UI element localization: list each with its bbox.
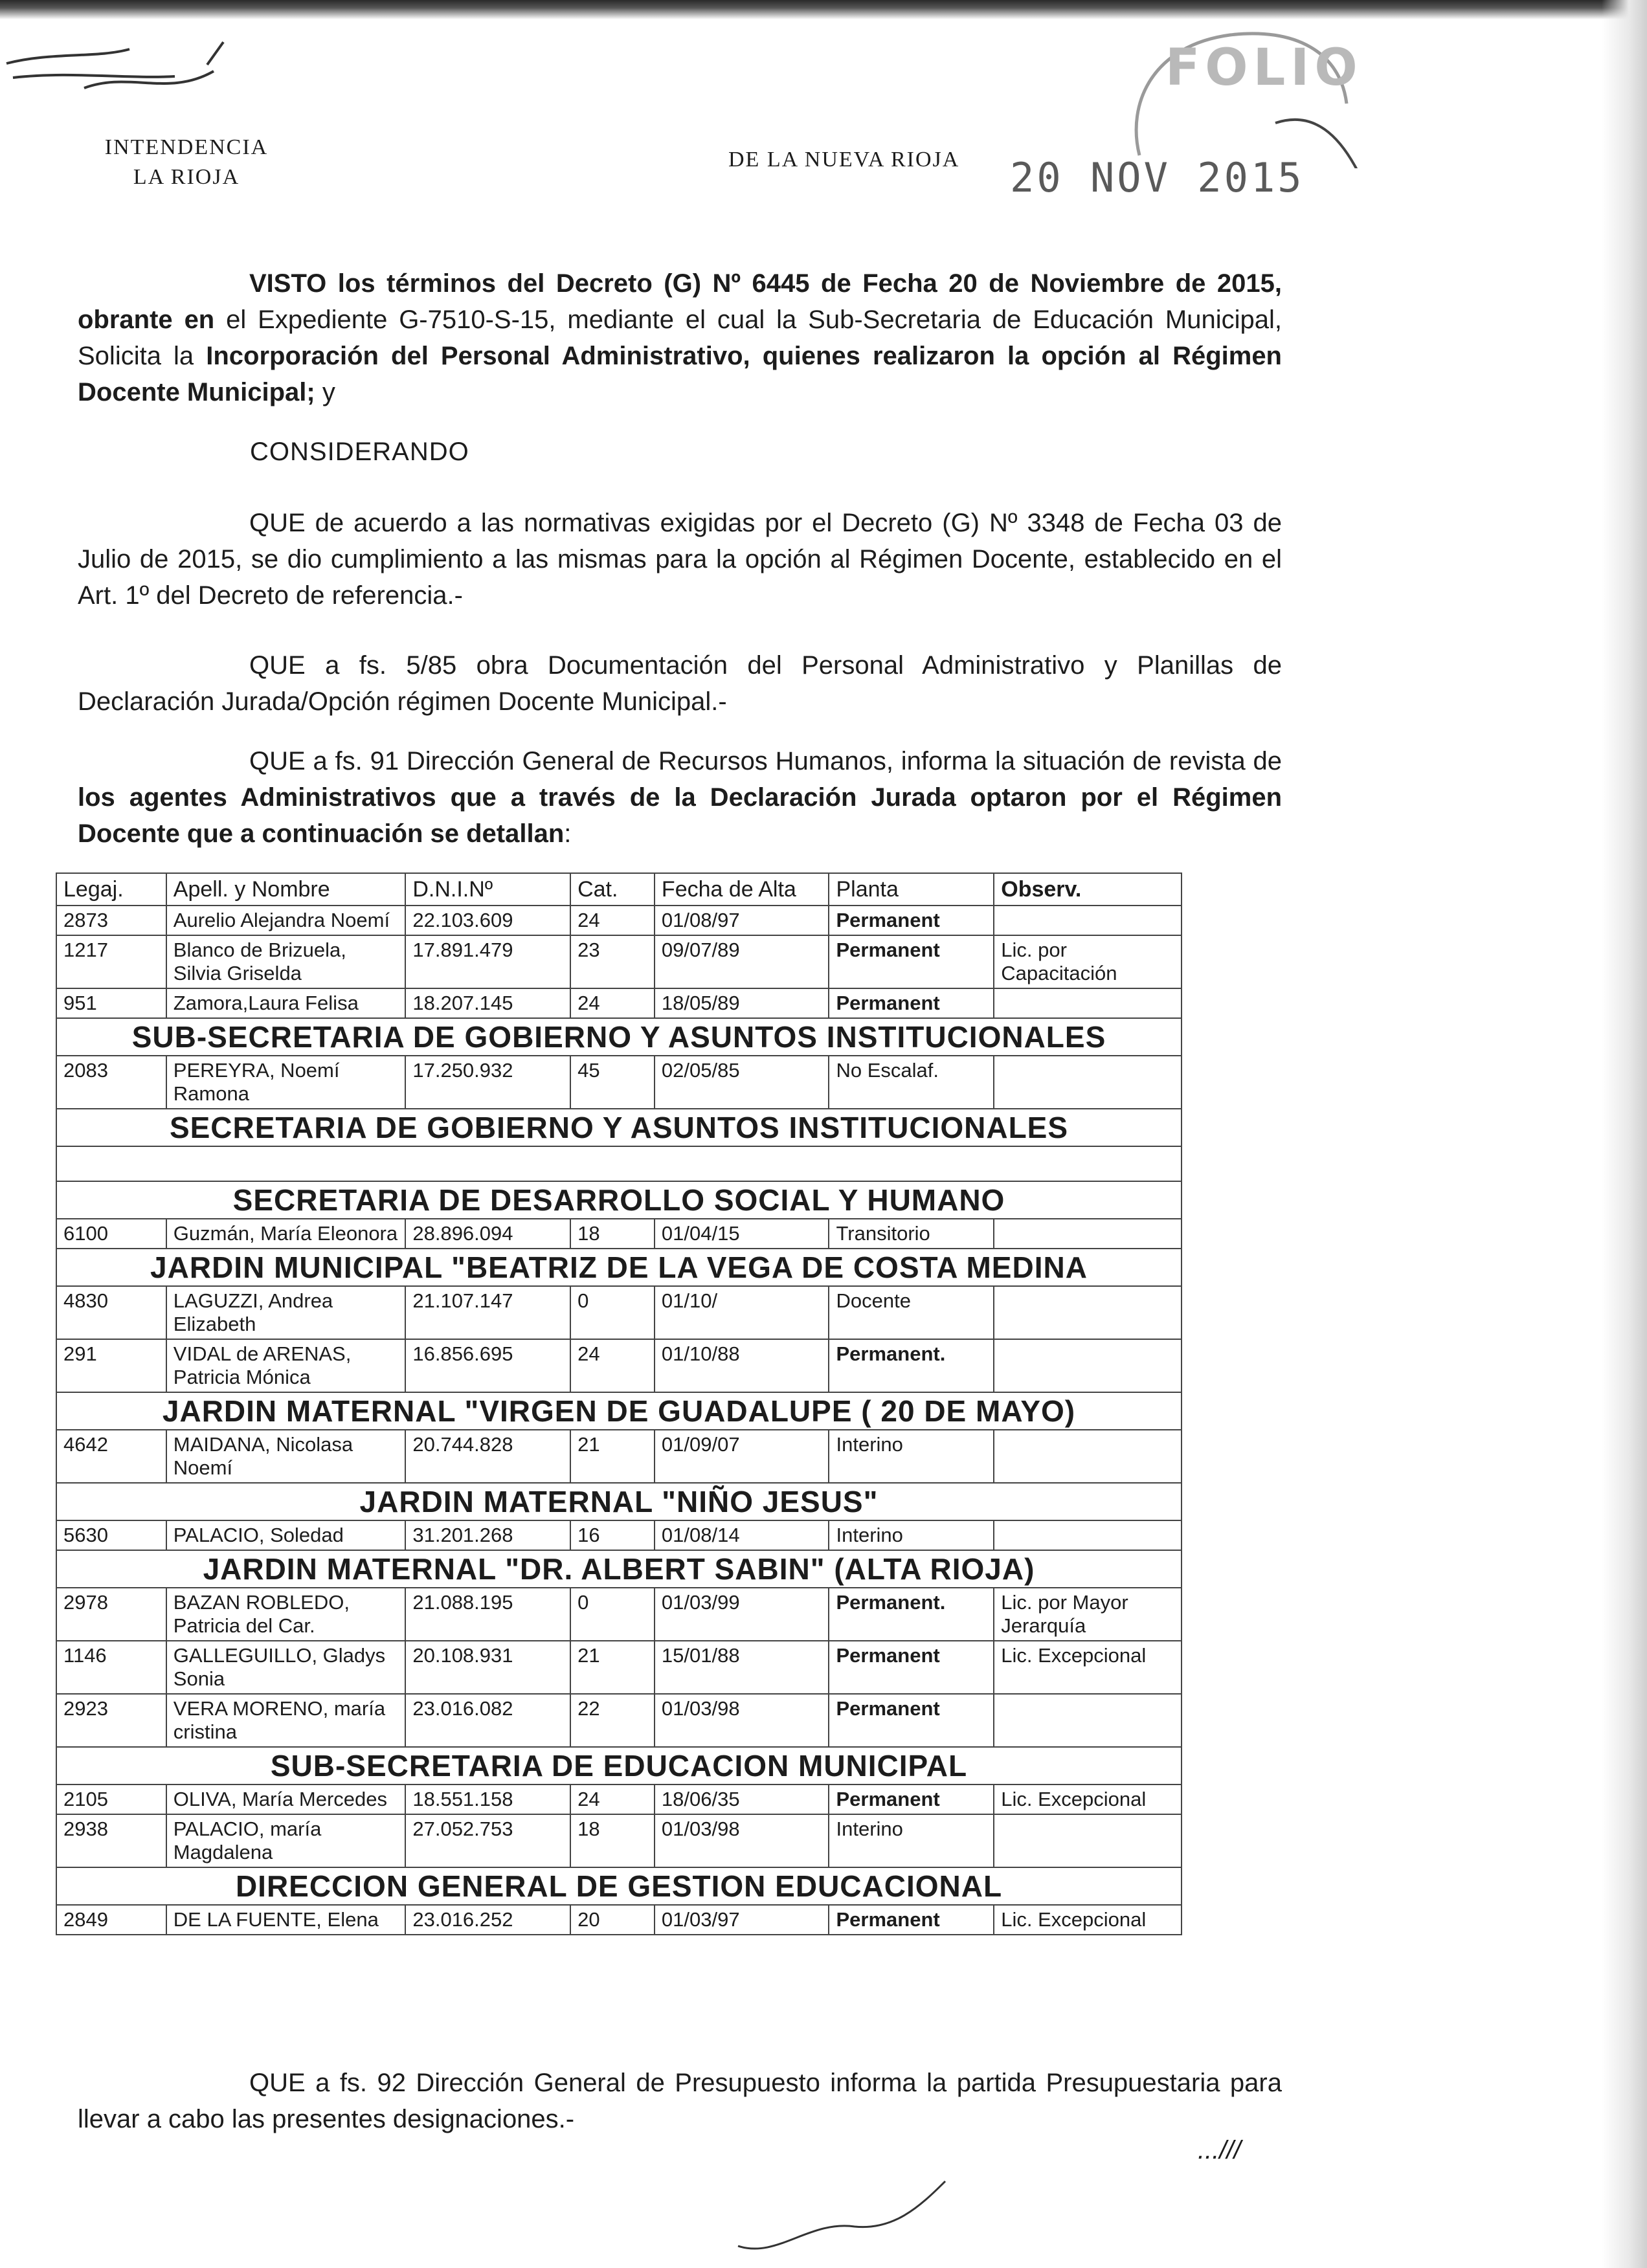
table-row [56,1905,1182,1935]
cell-legajo: 1146 [56,1641,166,1694]
cell-cat: 24 [570,1339,655,1392]
cell-obs [994,1520,1182,1550]
cell-obs [994,906,1182,935]
section-row [56,1392,1182,1430]
cell-fecha: 01/08/14 [655,1520,829,1550]
cell-nombre: VERA MORENO, maría cristina [166,1694,406,1747]
col-header-planta: Planta [829,873,994,906]
cell-obs [994,1056,1182,1109]
cell-fecha: 01/03/99 [655,1588,829,1641]
cell-legajo: 2873 [56,906,166,935]
section-title: DIRECCION GENERAL DE GESTION EDUCACIONAL [56,1867,1182,1905]
que4-lead: QUE [249,2069,306,2097]
table-row [56,1430,1182,1483]
cell-obs: Lic. Excepcional [994,1784,1182,1814]
que1-paragraph [78,505,1282,614]
cell-fecha: 02/05/85 [655,1056,829,1109]
cell-nombre: Blanco de Brizuela, Silvia Griselda [166,935,406,988]
cell-legajo: 2978 [56,1588,166,1641]
cell-obs [994,988,1182,1018]
table-row [56,1641,1182,1694]
cell-obs: Lic. Excepcional [994,1905,1182,1935]
cell-planta: Permanent. [829,1339,994,1392]
cell-nombre: Guzmán, María Eleonora [166,1219,406,1249]
cell-fecha: 15/01/88 [655,1641,829,1694]
cell-planta: Permanent [829,935,994,988]
cell-dni: 18.551.158 [405,1784,570,1814]
cell-fecha: 01/10/ [655,1286,829,1339]
cell-dni: 17.250.932 [405,1056,570,1109]
que1-text: de acuerdo a las normativas exigidas por el Decreto (G) Nº 3348 de Fecha 03 de Julio de 2015, se dio cumplimiento a las mismas para la opción al Régimen Docente, establecido en el Art. 1º del Decreto de referencia.- [78,509,1282,610]
que2-paragraph [78,647,1282,720]
cell-planta: Permanent [829,988,994,1018]
table-row [56,988,1182,1018]
cell-nombre: LAGUZZI, Andrea Elizabeth [166,1286,406,1339]
section-title: SECRETARIA DE DESARROLLO SOCIAL Y HUMANO [56,1181,1182,1219]
cell-fecha: 01/10/88 [655,1339,829,1392]
que3-lead: QUE [249,747,306,775]
section-title: JARDIN MATERNAL "NIÑO JESUS" [56,1483,1182,1520]
cell-fecha: 09/07/89 [655,935,829,988]
cell-obs: Lic. Excepcional [994,1641,1182,1694]
table-row [56,1219,1182,1249]
cell-obs: Lic. por Mayor Jerarquía [994,1588,1182,1641]
cell-obs [994,1694,1182,1747]
cell-planta: Permanent [829,1641,994,1694]
que3-text: a fs. 91 Dirección General de Recursos Humanos, informa la situación de revista de [305,747,1282,775]
que3-bold: los agentes Administrativos que a través de la Declaración Jurada optaron por el Régimen Docente que a continuación se detallan [78,783,1282,848]
cell-nombre: Zamora,Laura Felisa [166,988,406,1018]
visto-mid: el Expediente G-7510-S-15, mediante el cual la Sub-Secretaria de Educación Municipal, Solicita la [78,306,1282,370]
cell-obs [994,1286,1182,1339]
cell-legajo: 1217 [56,935,166,988]
cell-nombre: PALACIO, maría Magdalena [166,1814,406,1867]
section-title: SUB-SECRETARIA DE GOBIERNO Y ASUNTOS INSTITUCIONALES [56,1018,1182,1056]
cell-legajo: 5630 [56,1520,166,1550]
cell-planta: Permanent. [829,1588,994,1641]
que3-tail: : [564,819,572,848]
cell-fecha: 01/08/97 [655,906,829,935]
cell-fecha: 01/03/97 [655,1905,829,1935]
cell-legajo: 6100 [56,1219,166,1249]
personnel-table-body [56,873,1182,1935]
table-row [56,1339,1182,1392]
cell-dni: 21.107.147 [405,1286,570,1339]
cell-planta: Permanent [829,906,994,935]
section-row [56,1109,1182,1146]
cell-nombre: DE LA FUENTE, Elena [166,1905,406,1935]
cell-cat: 21 [570,1641,655,1694]
cell-planta: No Escalaf. [829,1056,994,1109]
date-stamp: 20 NOV 2015 [1010,154,1305,201]
cell-planta: Permanent [829,1694,994,1747]
cell-legajo: 2923 [56,1694,166,1747]
section-row [56,1249,1182,1286]
cell-fecha: 01/09/07 [655,1430,829,1483]
section-row [56,1181,1182,1219]
section-title: JARDIN MUNICIPAL "BEATRIZ DE LA VEGA DE COSTA MEDINA [56,1249,1182,1286]
cell-planta: Permanent [829,1905,994,1935]
cell-nombre: GALLEGUILLO, Gladys Sonia [166,1641,406,1694]
col-header-observ: Observ. [994,873,1182,906]
cell-cat: 24 [570,906,655,935]
cell-cat: 16 [570,1520,655,1550]
visto-bold: Incorporación del Personal Administrativo, quienes realizaron la opción al Régimen Docente Municipal; [78,342,1282,406]
cell-nombre: Aurelio Alejandra Noemí [166,906,406,935]
cell-dni: 18.207.145 [405,988,570,1018]
section-title: SUB-SECRETARIA DE EDUCACION MUNICIPAL [56,1747,1182,1784]
cell-nombre: PALACIO, Soledad [166,1520,406,1550]
cell-planta: Interino [829,1520,994,1550]
cell-legajo: 2105 [56,1784,166,1814]
cell-legajo: 291 [56,1339,166,1392]
letterhead-intendencia: INTENDENCIA [104,135,269,159]
section-title: JARDIN MATERNAL "VIRGEN DE GUADALUPE ( 20 DE MAYO) [56,1392,1182,1430]
cell-obs: Lic. por Capacitación [994,935,1182,988]
col-header-cat: Cat. [570,873,655,906]
cell-nombre: MAIDANA, Nicolasa Noemí [166,1430,406,1483]
table-row [56,1056,1182,1109]
table-row [56,1286,1182,1339]
cell-dni: 20.108.931 [405,1641,570,1694]
cell-cat: 22 [570,1694,655,1747]
handwritten-mark-bottom [725,2168,1010,2265]
considerando-heading: CONSIDERANDO [250,438,469,466]
cell-cat: 24 [570,988,655,1018]
que2-text: a fs. 5/85 obra Documentación del Personal Administrativo y Planillas de Declaración Jurada/Opción régimen Docente Municipal.- [78,651,1282,716]
section-row [56,1550,1182,1588]
cell-planta: Permanent [829,1784,994,1814]
letterhead-center: DE LA NUEVA RIOJA [728,148,960,172]
cell-cat: 24 [570,1784,655,1814]
section-row [56,1867,1182,1905]
empty-cell [56,1146,1182,1181]
visto-tail: y [315,378,335,406]
cell-fecha: 01/04/15 [655,1219,829,1249]
empty-row [56,1146,1182,1181]
cell-legajo: 951 [56,988,166,1018]
section-title: JARDIN MATERNAL "DR. ALBERT SABIN" (ALTA RIOJA) [56,1550,1182,1588]
que4-paragraph [78,2065,1282,2137]
cell-dni: 27.052.753 [405,1814,570,1867]
cell-dni: 17.891.479 [405,935,570,988]
table-row [56,935,1182,988]
cell-fecha: 18/05/89 [655,988,829,1018]
section-row [56,1483,1182,1520]
cell-nombre: BAZAN ROBLEDO, Patricia del Car. [166,1588,406,1641]
cell-fecha: 01/03/98 [655,1694,829,1747]
table-row [56,906,1182,935]
section-row [56,1747,1182,1784]
cell-dni: 20.744.828 [405,1430,570,1483]
cell-nombre: PEREYRA, Noemí Ramona [166,1056,406,1109]
cell-cat: 18 [570,1219,655,1249]
col-header-dni: D.N.I.Nº [405,873,570,906]
section-title: SECRETARIA DE GOBIERNO Y ASUNTOS INSTITUCIONALES [56,1109,1182,1146]
visto-paragraph [78,265,1282,410]
letterhead-city: LA RIOJA [133,165,240,189]
cell-cat: 45 [570,1056,655,1109]
table-row [56,1694,1182,1747]
cell-dni: 23.016.252 [405,1905,570,1935]
page-continuation-mark: .../// [1198,2136,1241,2164]
cell-legajo: 4830 [56,1286,166,1339]
cell-obs [994,1430,1182,1483]
col-header-legajo: Legaj. [56,873,166,906]
table-row [56,1784,1182,1814]
visto-lead: VISTO los términos del Decreto (G) Nº 6445 de Fecha 20 de Noviembre de 2015, obrante en [78,269,1282,334]
cell-obs [994,1814,1182,1867]
cell-planta: Transitorio [829,1219,994,1249]
personnel-table [56,873,1182,1935]
cell-fecha: 01/03/98 [655,1814,829,1867]
cell-cat: 21 [570,1430,655,1483]
cell-cat: 0 [570,1286,655,1339]
cell-dni: 22.103.609 [405,906,570,935]
letterhead-left [89,133,284,192]
cell-obs [994,1339,1182,1392]
cell-nombre: OLIVA, María Mercedes [166,1784,406,1814]
table-header-row [56,873,1182,906]
que3-paragraph [78,743,1282,852]
col-header-fecha: Fecha de Alta [655,873,829,906]
table-row [56,1814,1182,1867]
folio-stamp-label: FOLIO [1165,39,1363,97]
cell-legajo: 2083 [56,1056,166,1109]
cell-cat: 23 [570,935,655,988]
cell-cat: 0 [570,1588,655,1641]
col-header-nombre: Apell. y Nombre [166,873,406,906]
cell-legajo: 2849 [56,1905,166,1935]
cell-dni: 16.856.695 [405,1339,570,1392]
cell-legajo: 4642 [56,1430,166,1483]
que1-lead: QUE [249,509,306,537]
que2-lead: QUE [249,651,306,680]
scan-top-edge [0,0,1647,19]
cell-planta: Interino [829,1814,994,1867]
cell-obs [994,1219,1182,1249]
cell-dni: 23.016.082 [405,1694,570,1747]
table-row [56,1588,1182,1641]
table-row [56,1520,1182,1550]
que4-text: a fs. 92 Dirección General de Presupuesto informa la partida Presupuestaria para llevar a cabo las presentes designaciones.- [78,2069,1282,2133]
cell-dni: 28.896.094 [405,1219,570,1249]
cell-cat: 18 [570,1814,655,1867]
section-row [56,1018,1182,1056]
cell-nombre: VIDAL de ARENAS, Patricia Mónica [166,1339,406,1392]
cell-dni: 31.201.268 [405,1520,570,1550]
cell-cat: 20 [570,1905,655,1935]
scan-right-shadow [1602,0,1647,2268]
cell-dni: 21.088.195 [405,1588,570,1641]
handwritten-signature-top [0,26,272,117]
cell-legajo: 2938 [56,1814,166,1867]
cell-planta: Interino [829,1430,994,1483]
cell-planta: Docente [829,1286,994,1339]
cell-fecha: 18/06/35 [655,1784,829,1814]
